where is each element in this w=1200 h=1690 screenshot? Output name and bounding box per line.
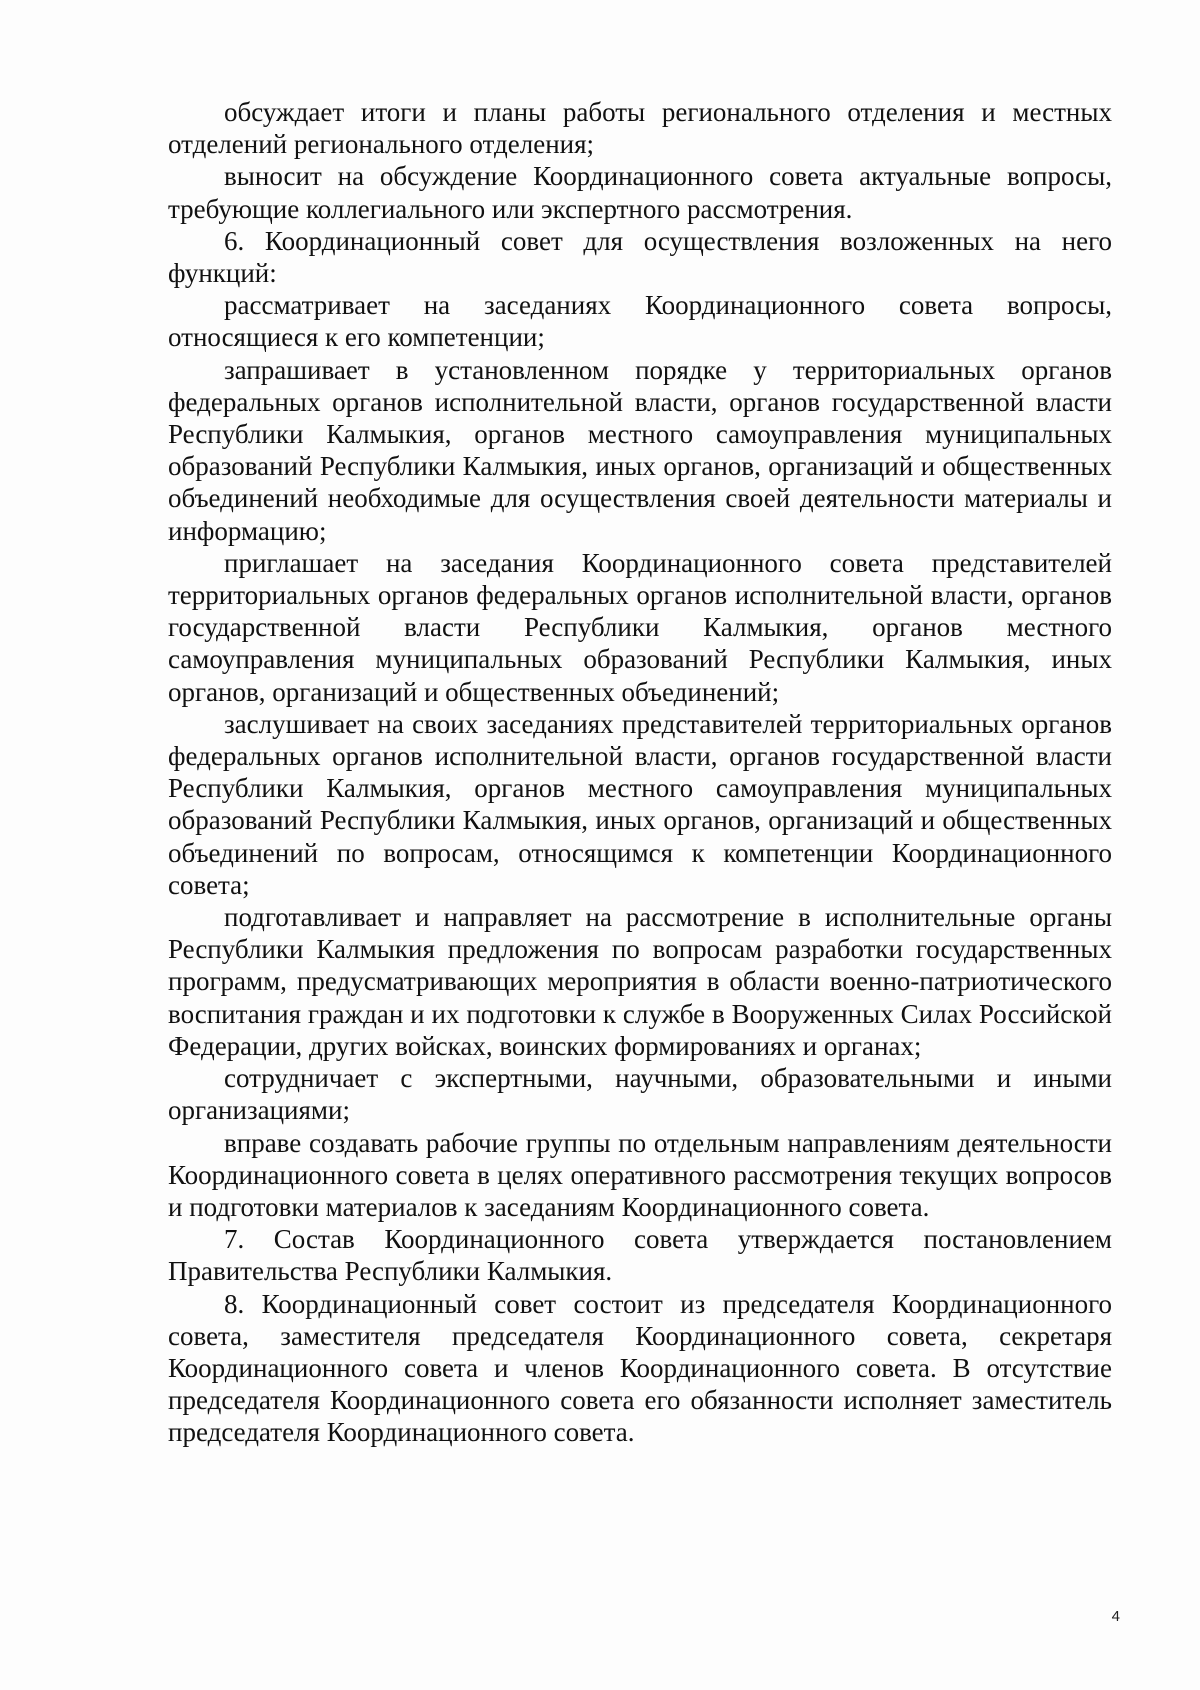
paragraph: выносит на обсуждение Координационного совета актуальные вопросы, требующие коллегиального или экспертного рассмотрения. <box>168 161 1112 224</box>
paragraph: обсуждает итоги и планы работы регионального отделения и местных отделений регионального отделения; <box>168 97 1112 160</box>
paragraph: заслушивает на своих заседаниях представителей территориальных органов федеральных органов исполнительной власти, органов государственной власти Республики Калмыкия, органов местного самоуправления муниципальных образований Республики Калмыкия, иных органов, организаций и общественных объединений по вопросам, относящимся к компетенции Координационного совета; <box>168 708 1112 900</box>
paragraph: приглашает на заседания Координационного совета представителей территориальных органов федеральных органов исполнительной власти, органов государственной власти Республики Калмыкия, органов местного самоуправления муниципальных образований Республики Калмыкия, иных органов, организаций и общественных объединений; <box>168 547 1112 707</box>
paragraph: рассматривает на заседаниях Координационного совета вопросы, относящиеся к его компетенции; <box>168 290 1112 353</box>
paragraph: вправе создавать рабочие группы по отдельным направлениям деятельности Координационного совета в целях оперативного рассмотрения текущих вопросов и подготовки материалов к заседаниям Координационного совета. <box>168 1127 1112 1222</box>
paragraph: 7. Состав Координационного совета утверждается постановлением Правительства Республики Калмыкия. <box>168 1224 1112 1287</box>
paragraph: 6. Координационный совет для осуществления возложенных на него функций: <box>168 225 1112 289</box>
page-number: 4 <box>1111 1608 1120 1625</box>
paragraph: 8. Координационный совет состоит из председателя Координационного совета, заместителя председателя Координационного совета, секретаря Координационного совета и членов Координационного совета. В отсутствие председателя Координационного совета его обязанности исполняет заместитель председателя Координационного совета. <box>168 1288 1112 1448</box>
document-body <box>168 96 1112 1449</box>
paragraph: запрашивает в установленном порядке у территориальных органов федеральных органов исполнительной власти, органов государственной власти Республики Калмыкия, органов местного самоуправления муниципальных образований Республики Калмыкия, иных органов, организаций и общественных объединений необходимые для осуществления своей деятельности материалы и информацию; <box>168 354 1112 546</box>
paragraph: сотрудничает с экспертными, научными, образовательными и иными организациями; <box>168 1063 1112 1126</box>
paragraph: подготавливает и направляет на рассмотрение в исполнительные органы Республики Калмыкия предложения по вопросам разработки государственных программ, предусматривающих мероприятия в области военно-патриотического воспитания граждан и их подготовки к службе в Вооруженных Силах Российской Федерации, других войсках, воинских формированиях и органах; <box>168 902 1112 1061</box>
